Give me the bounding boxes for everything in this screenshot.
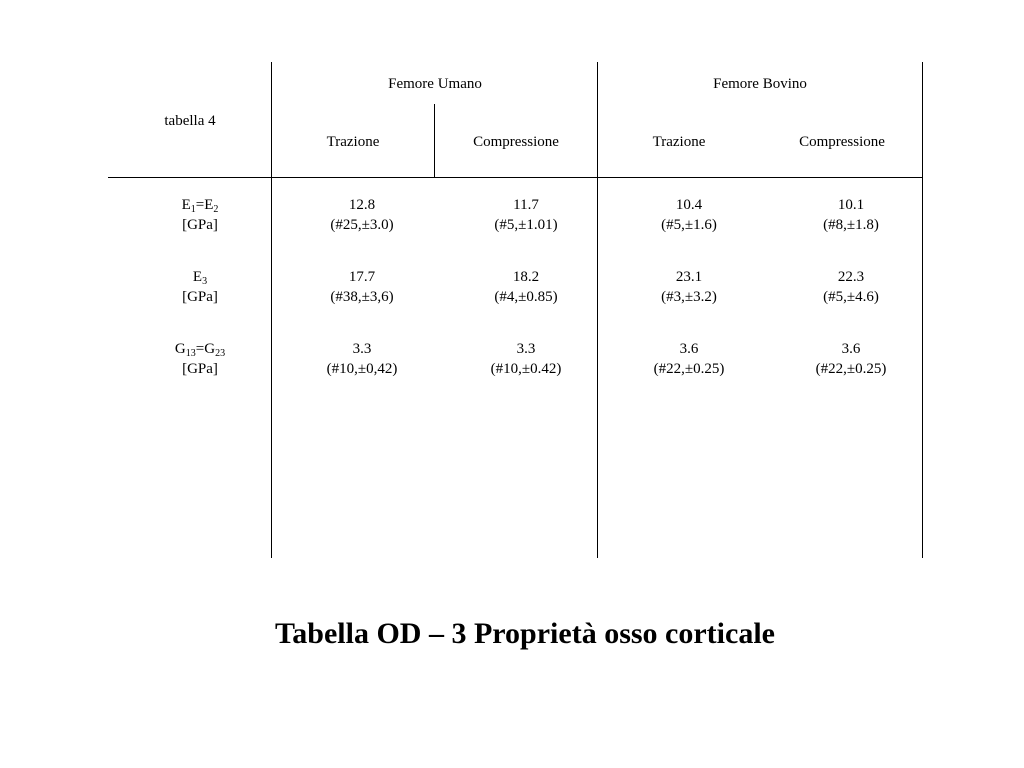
table-divider-umano-sub bbox=[434, 104, 435, 177]
subheader-bovino-compressione: Compressione bbox=[799, 134, 885, 150]
row-label-g13-g23: $G_{13}=G_{23}$ [GPa] bbox=[174, 341, 226, 377]
group-header-bovino: Femore Bovino bbox=[713, 76, 807, 92]
subheader-umano-trazione: Trazione bbox=[326, 134, 380, 150]
row-unit: [GPa] bbox=[182, 289, 218, 305]
table-cell: 3.6 (#22,±0.25) bbox=[815, 341, 887, 377]
group-header-umano: Femore Umano bbox=[388, 76, 482, 92]
table-divider-col-2 bbox=[597, 62, 598, 558]
row-label-e3: $E_3$ [GPa] bbox=[182, 269, 218, 305]
row-unit: [GPa] bbox=[182, 217, 218, 233]
subheader-bovino-trazione: Trazione bbox=[652, 134, 706, 150]
table-cell: 11.7 (#5,±1.01) bbox=[494, 197, 558, 233]
row-label-e1-e2: $E_1=E_2$ [GPa] bbox=[181, 197, 219, 233]
table-cell: 17.7 (#38,±3,6) bbox=[330, 269, 394, 305]
table-cell: 3.6 (#22,±0.25) bbox=[653, 341, 725, 377]
table-cell: 10.1 (#8,±1.8) bbox=[823, 197, 879, 233]
slide-caption: Tabella OD – 3 Proprietà osso corticale bbox=[275, 617, 775, 650]
table-header-rule bbox=[108, 177, 923, 178]
corner-label: tabella 4 bbox=[164, 113, 216, 129]
table-cell: 18.2 (#4,±0.85) bbox=[494, 269, 558, 305]
table-cell: 22.3 (#5,±4.6) bbox=[823, 269, 879, 305]
table-cell: 23.1 (#3,±3.2) bbox=[661, 269, 717, 305]
table-cell: 3.3 (#10,±0,42) bbox=[326, 341, 398, 377]
table-cell: 3.3 (#10,±0.42) bbox=[490, 341, 562, 377]
table-divider-col-3 bbox=[922, 62, 923, 558]
row-unit: [GPa] bbox=[182, 361, 218, 377]
subheader-umano-compressione: Compressione bbox=[473, 134, 559, 150]
table-divider-col-1 bbox=[271, 62, 272, 558]
table-cell: 10.4 (#5,±1.6) bbox=[661, 197, 717, 233]
table-cell: 12.8 (#25,±3.0) bbox=[330, 197, 394, 233]
